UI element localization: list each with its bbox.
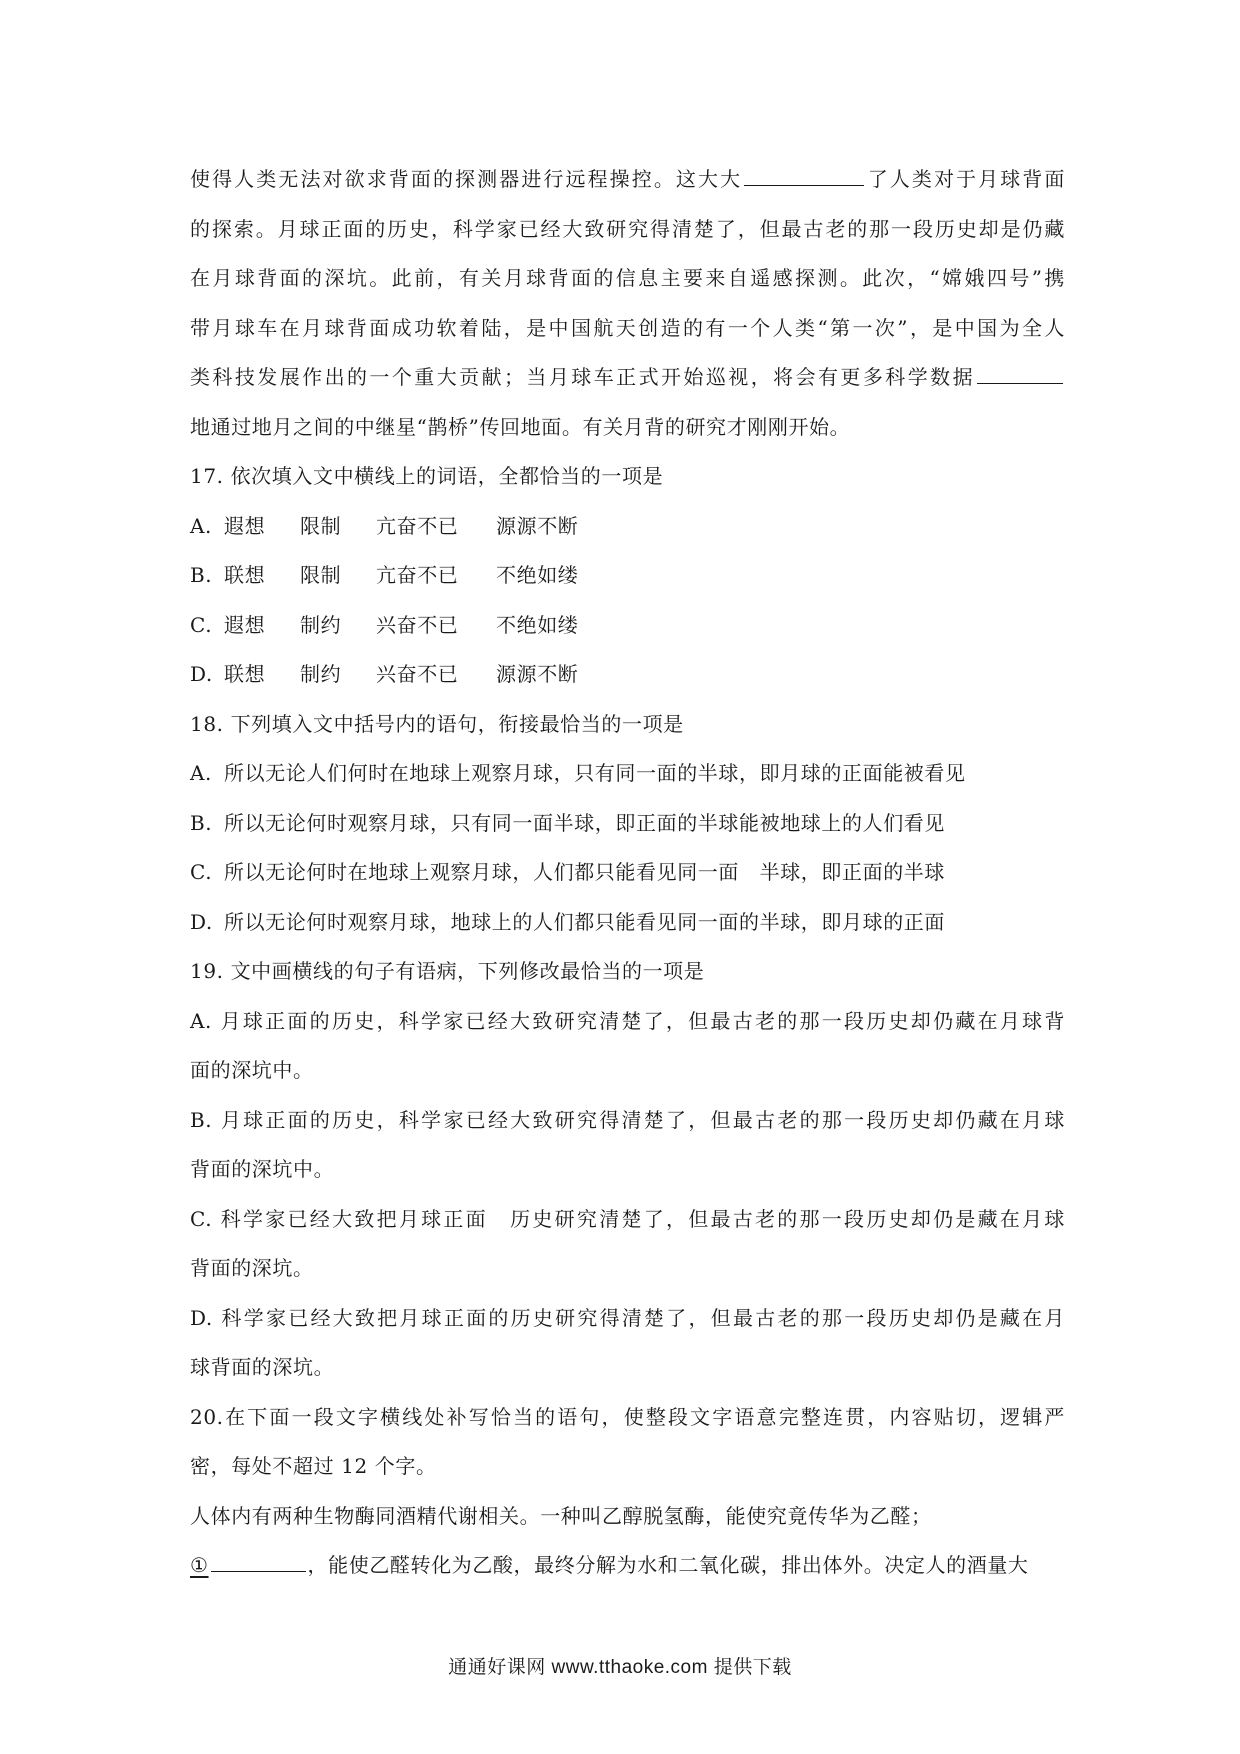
question-19-option-d-line-2: 球背面的深坑。 bbox=[190, 1355, 335, 1379]
answer-blank bbox=[977, 359, 1063, 384]
question-17-stem: 17. 依次填入文中横线上的词语，全都恰当的一项是 bbox=[190, 464, 664, 488]
option-label: C. bbox=[190, 860, 213, 884]
question-18-option-c bbox=[190, 848, 1065, 898]
option-word: 兴奋不已 bbox=[376, 612, 459, 637]
question-18-stem: 18. 下列填入文中括号内的语句，衔接最恰当的一项是 bbox=[190, 711, 684, 736]
question-19-option-b-line-1: B. 月球正面的历史，科学家已经大致研究得清楚了，但最古老的那一段历史却仍藏在月球 bbox=[190, 1107, 1065, 1132]
passage-line-5 bbox=[190, 353, 1065, 403]
question-18-option-d bbox=[190, 898, 1065, 948]
option-word: 不绝如缕 bbox=[496, 612, 579, 637]
option-text: 所以无论人们何时在地球上观察月球，只有同一面的半球，即月球的正面能被看见 bbox=[224, 761, 966, 785]
option-word: 制约 bbox=[300, 612, 342, 637]
question-19-option-a-line-1: A. 月球正面的历史，科学家已经大致研究清楚了，但最古老的那一段历史却仍藏在月球背 bbox=[190, 1008, 1065, 1033]
question-19-option-c-line-2: 背面的深坑。 bbox=[190, 1256, 314, 1280]
option-text: 所以无论何时观察月球，地球上的人们都只能看见同一面的半球，即月球的正面 bbox=[224, 909, 945, 934]
option-word: 亢奋不已 bbox=[376, 513, 459, 538]
option-word: 遐想 bbox=[224, 513, 266, 538]
option-word: 不绝如缕 bbox=[496, 563, 579, 587]
document-body bbox=[190, 155, 1065, 1591]
question-18-option-b bbox=[190, 799, 1065, 849]
question-20-paragraph-line-1: 人体内有两种生物酶同酒精代谢相关。一种叫乙醇脱氢酶，能使究竟传华为乙醛； bbox=[190, 1503, 932, 1528]
option-word: 联想 bbox=[224, 563, 266, 587]
option-label: D. bbox=[190, 662, 213, 686]
paragraph-text: ，能使乙醛转化为乙酸，最终分解为水和二氧化碳，排出体外。决定人的酒量大 bbox=[307, 1553, 1029, 1577]
passage-line-6: 地通过地月之间的中继星“鹊桥”传回地面。有关月背的研究才刚刚开始。 bbox=[190, 414, 851, 439]
passage-text: 了人类对于月球背面 bbox=[866, 167, 1065, 191]
option-label: B. bbox=[190, 563, 213, 587]
question-20-stem-line-2: 密，每处不超过 12 个字。 bbox=[190, 1454, 437, 1478]
answer-blank bbox=[211, 1547, 306, 1572]
option-label: A. bbox=[190, 513, 213, 538]
option-text: 所以无论何时在地球上观察月球，人们都只能看见同一面 半球，即正面的半球 bbox=[224, 860, 945, 884]
option-label: C. bbox=[190, 612, 213, 637]
question-19-option-d-line-1: D. 科学家已经大致把月球正面的历史研究得清楚了，但最古老的那一段历史却仍是藏在月 bbox=[190, 1305, 1065, 1330]
question-17-option-b bbox=[190, 551, 1065, 601]
option-word: 遐想 bbox=[224, 612, 266, 637]
page-footer: 通通好课网 www.tthaoke.com 提供下载 bbox=[448, 1657, 792, 1678]
question-17-option-d bbox=[190, 650, 1065, 700]
option-label: A. bbox=[190, 761, 213, 785]
option-label: D. bbox=[190, 909, 213, 934]
question-20-paragraph-line-2 bbox=[190, 1541, 1065, 1591]
passage-text: 使得人类无法对欲求背面的探测器进行远程操控。这大大 bbox=[190, 167, 743, 191]
passage-line-4: 带月球车在月球背面成功软着陆，是中国航天创造的有一个人类“第一次”，是中国为全人 bbox=[190, 315, 1065, 340]
option-text: 所以无论何时观察月球，只有同一面半球，即正面的半球能被地球上的人们看见 bbox=[224, 810, 945, 835]
question-19-option-c-line-1: C. 科学家已经大致把月球正面 历史研究清楚了，但最古老的那一段历史却仍是藏在月球 bbox=[190, 1206, 1065, 1231]
passage-line-2: 的探索。月球正面的历史，科学家已经大致研究得清楚了，但最古老的那一段历史却是仍藏 bbox=[190, 216, 1065, 241]
question-19-stem: 19. 文中画横线的句子有语病，下列修改最恰当的一项是 bbox=[190, 959, 705, 983]
option-word: 制约 bbox=[300, 662, 342, 686]
question-20-stem-line-1: 20.在下面一段文字横线处补写恰当的语句，使整段文字语意完整连贯，内容贴切，逻辑严 bbox=[190, 1404, 1065, 1429]
passage-line-1 bbox=[190, 155, 1065, 205]
option-word: 限制 bbox=[300, 513, 342, 538]
question-19-option-b-line-2: 背面的深坑中。 bbox=[190, 1157, 335, 1181]
option-word: 源源不断 bbox=[496, 513, 579, 538]
option-label: B. bbox=[190, 810, 213, 835]
option-word: 限制 bbox=[300, 563, 342, 587]
answer-blank bbox=[744, 161, 864, 186]
question-18-option-a bbox=[190, 749, 1065, 799]
blank-number: ① bbox=[190, 1553, 209, 1577]
question-17-option-a bbox=[190, 502, 1065, 552]
option-word: 联想 bbox=[224, 662, 266, 686]
question-19-option-a-line-2: 面的深坑中。 bbox=[190, 1058, 314, 1082]
option-word: 兴奋不已 bbox=[376, 662, 459, 686]
passage-line-3: 在月球背面的深坑。此前，有关月球背面的信息主要来自遥感探测。此次，“嫦娥四号”携 bbox=[190, 266, 1065, 290]
option-word: 亢奋不已 bbox=[376, 563, 459, 587]
question-17-option-c bbox=[190, 601, 1065, 651]
passage-text: 类科技发展作出的一个重大贡献；当月球车正式开始巡视，将会有更多科学数据 bbox=[190, 365, 975, 389]
option-word: 源源不断 bbox=[496, 662, 579, 686]
